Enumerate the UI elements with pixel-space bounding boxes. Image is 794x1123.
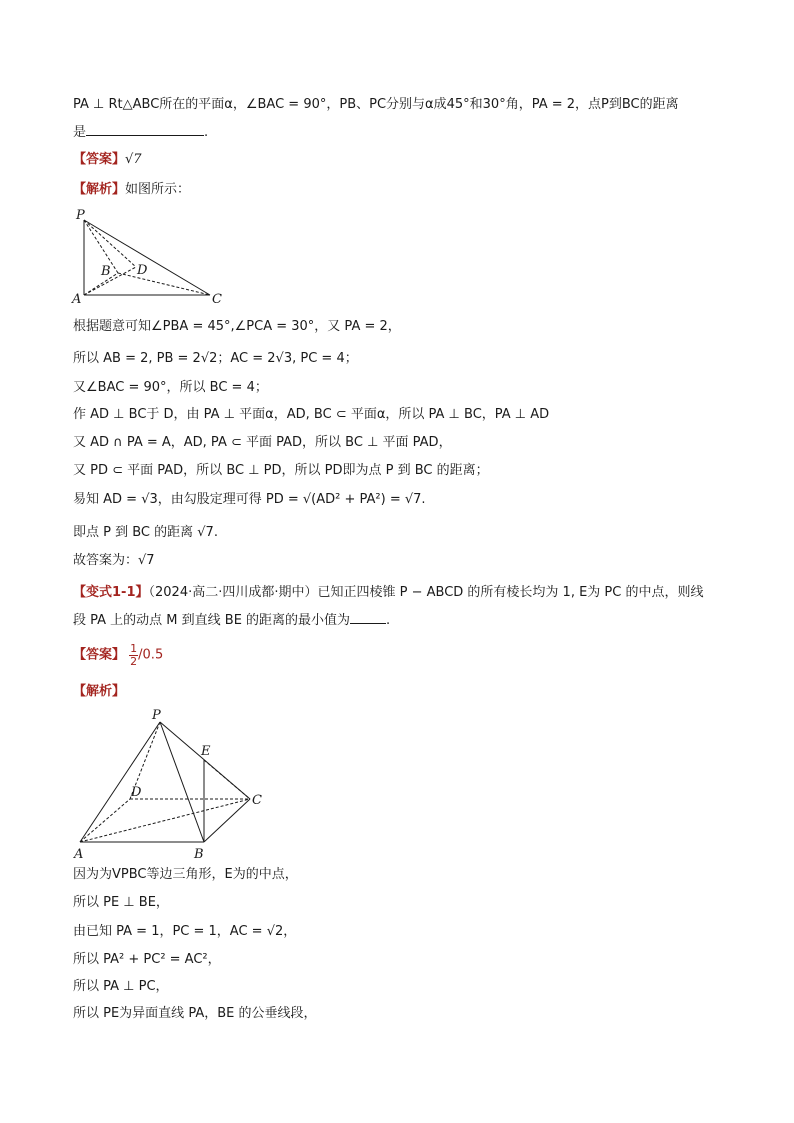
edge-PC [84, 220, 210, 295]
fig2-label-P: P [152, 708, 161, 723]
problem-line-2-suffix: . [204, 125, 209, 140]
edge-BC [118, 273, 210, 295]
analysis-1-text: 如图所示： [125, 182, 191, 197]
variant-text-2: 段 PA 上的动点 M 到直线 BE 的距离的最小值为 [73, 613, 351, 628]
fig1-label-A: A [72, 292, 82, 305]
solution-2-line-4: 所以 PA² + PC² = AC²， [73, 952, 221, 967]
variant-label: 【变式1-1】 [73, 585, 149, 600]
solution-2-line-5: 所以 PA ⊥ PC， [73, 979, 169, 994]
answer-blank [86, 123, 204, 136]
edge-PA [80, 722, 160, 842]
answer-1 [73, 151, 142, 169]
fig2-label-C: C [252, 793, 262, 808]
fig1-label-P: P [76, 208, 85, 223]
analysis-2-label: 【解析】 [73, 684, 126, 699]
analysis-2 [73, 683, 125, 701]
answer-2-label: 【答案】 [73, 647, 126, 663]
figure-2-pyramid [70, 706, 270, 862]
solution-2-line-1: 因为为VPBC等边三角形，E为的中点， [73, 867, 298, 882]
problem-line-2 [73, 123, 208, 142]
problem-line-1: PA ⊥ Rt△ABC所在的平面α，∠BAC = 90°，PB、PC分别与α成45°和30°角，PA = 2，点P到BC的距离 [73, 97, 679, 112]
fig2-label-D: D [131, 785, 142, 800]
fig1-label-D: D [137, 263, 148, 278]
answer-2-suffix: /0.5 [138, 647, 164, 663]
variant-line-2 [73, 611, 390, 630]
solution-2-line-6: 所以 PE为异面直线 PA，BE 的公垂线段， [73, 1006, 317, 1021]
solution-1-line-9: 故答案为：√7 [73, 553, 155, 568]
solution-1-line-4: 作 AD ⊥ BC于 D，由 PA ⊥ 平面α，AD, BC ⊂ 平面α，所以 PA ⊥ BC，PA ⊥ AD [73, 407, 550, 422]
fig2-label-E: E [201, 744, 211, 759]
problem-line-2-prefix: 是 [73, 125, 87, 140]
variant-blank [350, 611, 386, 624]
variant-text-2-suffix: . [386, 613, 391, 628]
edge-AC [80, 799, 250, 842]
solution-1-line-6: 又 PD ⊂ 平面 PAD，所以 BC ⊥ PD，所以 PD即为点 P 到 BC 的距离； [73, 463, 489, 478]
solution-1-line-8: 即点 P 到 BC 的距离 √7. [73, 525, 218, 540]
variant-line-1 [73, 584, 703, 602]
fig2-label-B: B [194, 847, 204, 862]
analysis-1-label: 【解析】 [73, 182, 126, 197]
answer-1-value: √7 [125, 152, 142, 167]
edge-BC [204, 799, 250, 842]
solution-1-line-1: 根据题意可知∠PBA = 45°,∠PCA = 30°，又 PA = 2， [73, 319, 401, 334]
edge-PB [160, 722, 204, 842]
answer-1-label: 【答案】 [73, 152, 126, 167]
fig1-label-B: B [101, 264, 111, 279]
fraction-denominator: 2 [130, 655, 138, 668]
answer-2 [73, 643, 163, 673]
fig2-label-A: A [74, 847, 84, 862]
fraction-numerator: 1 [130, 642, 138, 655]
solution-1-line-5: 又 AD ∩ PA = A，AD, PA ⊂ 平面 PAD，所以 BC ⊥ 平面 PAD， [73, 435, 452, 450]
figure-1-triangle [70, 205, 230, 305]
solution-1-line-3: 又∠BAC = 90°，所以 BC = 4； [73, 380, 268, 395]
solution-2-line-2: 所以 PE ⊥ BE， [73, 895, 169, 910]
answer-2-fraction [129, 643, 138, 668]
fig1-label-C: C [212, 292, 222, 305]
solution-1-line-7: 易知 AD = √3，由勾股定理可得 PD = √(AD² + PA²) = √7. [73, 492, 426, 507]
variant-text-1: （2024·高二·四川成都·期中）已知正四棱锥 P − ABCD 的所有棱长均为 1, E为 PC 的中点，则线 [148, 585, 704, 600]
analysis-1 [73, 181, 190, 199]
solution-2-line-3: 由已知 PA = 1，PC = 1，AC = √2， [73, 924, 297, 939]
solution-1-line-2: 所以 AB = 2, PB = 2√2；AC = 2√3, PC = 4； [73, 351, 358, 366]
